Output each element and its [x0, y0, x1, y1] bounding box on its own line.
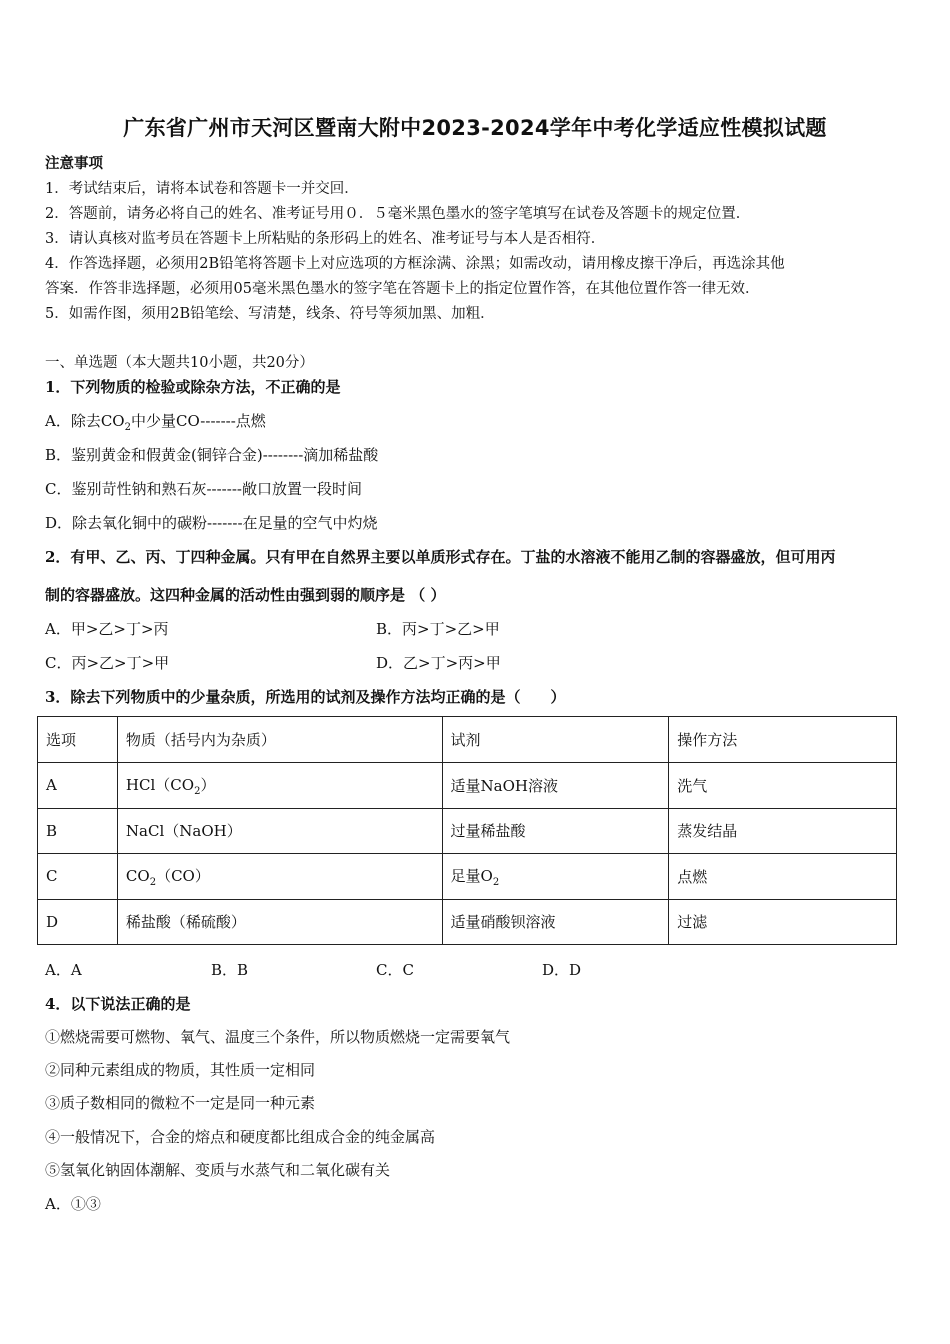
- table-row: [38, 854, 897, 900]
- cell-substance: $CO_2(CO)$: [117, 854, 442, 900]
- q4-statement-3: ③质子数相同的微粒不一定是同一种元素: [45, 1094, 316, 1112]
- cell-method: 蒸发结晶: [669, 808, 897, 854]
- cell-option: C: [38, 854, 118, 900]
- q2-option-c: C．丙>乙>丁>甲: [45, 654, 170, 672]
- q2-stem-line2: 制的容器盛放。这四种金属的活动性由强到弱的顺序是 （ ）: [45, 586, 446, 604]
- notice-item-3: 3．请认真核对监考员在答题卡上所粘贴的条形码上的姓名、准考证号与本人是否相符．: [45, 231, 606, 247]
- q3-option-b: B．B: [211, 961, 249, 979]
- page-title: 广东省广州市天河区暨南大附中2023-2024学年中考化学适应性模拟试题: [123, 116, 827, 140]
- header-cell-option: 选项: [38, 717, 118, 763]
- q1-option-d: D．除去氧化铜中的碳粉-------在足量的空气中灼烧: [45, 514, 378, 532]
- q2-option-d: D．乙>丁>丙>甲: [376, 654, 501, 672]
- cell-substance: NaCl（NaOH）: [117, 808, 442, 854]
- q3-option-d: D．D: [542, 961, 582, 979]
- notice-item-2: 2．答题前，请务必将自己的姓名、准考证号用０．５毫米黑色墨水的签字笔填写在试卷及答题卡的规定位置．: [45, 206, 751, 222]
- q3-option-a: A．A: [45, 961, 82, 979]
- q1-option-c: C．鉴别苛性钠和熟石灰-------敞口放置一段时间: [45, 480, 362, 498]
- q4-statement-5: ⑤氢氧化钠固体潮解、变质与水蒸气和二氧化碳有关: [45, 1161, 391, 1179]
- table-row: [38, 808, 897, 854]
- cell-reagent: 足量$O_2$: [442, 854, 669, 900]
- cell-option: B: [38, 808, 118, 854]
- notice-item-4-cont: 答案．作答非选择题，必须用05毫米黑色墨水的签字笔在答题卡上的指定位置作答，在其他位置作答一律无效．: [45, 281, 760, 297]
- q3-options-table: [37, 716, 897, 945]
- cell-reagent: 过量稀盐酸: [442, 808, 669, 854]
- cell-method: 点燃: [669, 854, 897, 900]
- cell-method: 洗气: [669, 763, 897, 809]
- header-cell-method: 操作方法: [669, 717, 897, 763]
- cell-option: A: [38, 763, 118, 809]
- q4-statement-1: ①燃烧需要可燃物、氧气、温度三个条件，所以物质燃烧一定需要氧气: [45, 1028, 511, 1046]
- cell-substance: 稀盐酸（稀硫酸）: [117, 899, 442, 945]
- q2-option-b: B．丙>丁>乙>甲: [376, 620, 500, 638]
- notice-item-5: 5．如需作图，须用2B铅笔绘、写清楚，线条、符号等须加黑、加粗．: [45, 306, 495, 322]
- q1-stem: 1．下列物质的检验或除杂方法，不正确的是: [45, 378, 341, 396]
- header-cell-substance: 物质（括号内为杂质）: [117, 717, 442, 763]
- cell-substance: $HCl(CO_2)$: [117, 763, 442, 809]
- q3-stem: 3．除去下列物质中的少量杂质，所选用的试剂及操作方法均正确的是（ ）: [45, 688, 566, 706]
- notice-item-1: 1．考试结束后，请将本试卷和答题卡一并交回．: [45, 181, 359, 197]
- section-heading: 一、单选题（本大题共10小题，共20分）: [45, 355, 314, 371]
- notice-heading: 注意事项: [45, 155, 103, 172]
- notice-item-4: 4．作答选择题，必须用2B铅笔将答题卡上对应选项的方框涂满、涂黑；如需改动，请用橡皮擦干净后，再选涂其他: [45, 256, 785, 272]
- q1-option-b: B．鉴别黄金和假黄金(铜锌合金)--------滴加稀盐酸: [45, 446, 379, 464]
- q1-option-a: A．除去$CO_2$中少量CO-------点燃: [45, 412, 266, 433]
- table-row: [38, 899, 897, 945]
- cell-reagent: 适量硝酸钡溶液: [442, 899, 669, 945]
- q3-option-c: C．C: [376, 961, 414, 979]
- header-cell-reagent: 试剂: [442, 717, 669, 763]
- table-header-row: [38, 717, 897, 763]
- cell-option: D: [38, 899, 118, 945]
- q2-option-a: A．甲>乙>丁>丙: [45, 620, 169, 638]
- table-row: [38, 763, 897, 809]
- q4-option-a: A．①③: [45, 1195, 101, 1213]
- q4-stem: 4．以下说法正确的是: [45, 995, 191, 1013]
- cell-method: 过滤: [669, 899, 897, 945]
- q4-statement-4: ④一般情况下，合金的熔点和硬度都比组成合金的纯金属高: [45, 1128, 436, 1146]
- q2-stem-line1: 2．有甲、乙、丙、丁四种金属。只有甲在自然界主要以单质形式存在。丁盐的水溶液不能用乙制的容器盛放，但可用丙: [45, 548, 836, 566]
- q4-statement-2: ②同种元素组成的物质，其性质一定相同: [45, 1061, 316, 1079]
- cell-reagent: 适量NaOH溶液: [442, 763, 669, 809]
